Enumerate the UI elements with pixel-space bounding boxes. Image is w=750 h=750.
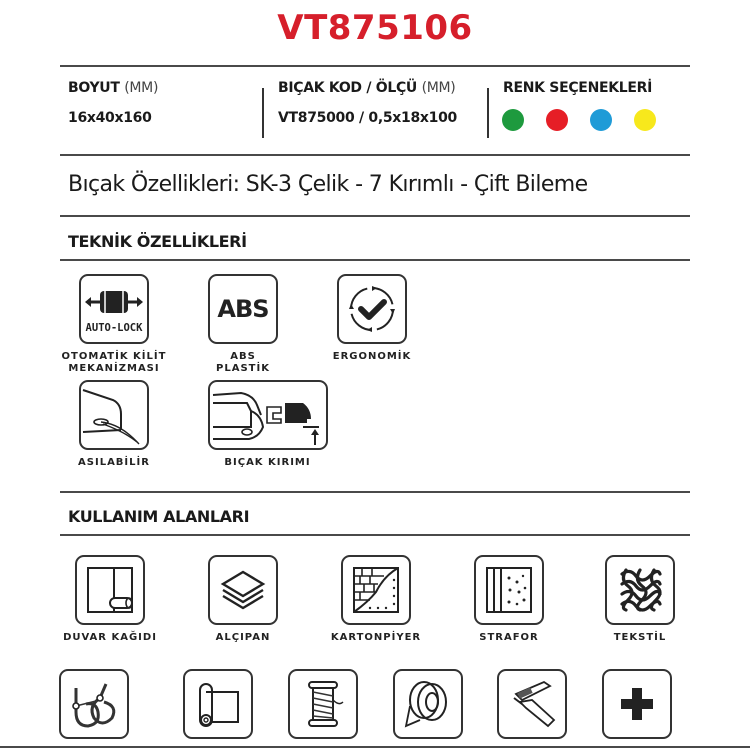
feature-label: ASILABİLİR — [78, 457, 150, 468]
cardboard-plaster-icon — [341, 555, 411, 625]
product-code-title: VT875106 — [277, 8, 473, 48]
blade-code-unit: (MM) — [421, 80, 456, 96]
size-value: 16x40x160 — [68, 110, 152, 126]
spec-separator — [262, 88, 264, 138]
usage-thread — [288, 669, 358, 739]
usage-label: ALÇIPAN — [215, 632, 271, 643]
feature-hangable — [59, 380, 169, 469]
divider — [60, 259, 690, 261]
usage-label: KARTONPİYER — [330, 632, 422, 643]
usage-drywall — [188, 555, 298, 644]
hangable-icon — [79, 380, 149, 450]
roll-icon — [183, 669, 253, 739]
usage-roll — [183, 669, 253, 739]
divider — [60, 154, 690, 156]
divider — [60, 491, 690, 493]
auto-lock-icon — [79, 274, 149, 344]
usage-styrofoam — [454, 555, 564, 644]
usage-textile — [585, 555, 695, 644]
drywall-icon — [208, 555, 278, 625]
color-swatch-green[interactable] — [502, 109, 524, 131]
feature-abs-plastic — [188, 274, 298, 375]
feature-label: BIÇAK KIRIMI — [224, 457, 311, 468]
thread-spool-icon — [288, 669, 358, 739]
usage-silicone-cutter — [497, 669, 567, 739]
usage-cardboard-plaster — [321, 555, 431, 644]
feature-label: ERGONOMİK — [332, 351, 412, 362]
divider — [60, 534, 690, 536]
usage-wallpaper — [55, 555, 165, 644]
wallpaper-icon — [75, 555, 145, 625]
usage-and-more — [602, 669, 672, 739]
usage-label: STRAFOR — [479, 632, 539, 643]
feature-label: OTOMATİK KİLİT MEKANİZMASI — [61, 351, 167, 374]
cable-tie-icon — [59, 669, 129, 739]
silicone-cutter-icon — [497, 669, 567, 739]
color-swatch-yellow[interactable] — [634, 109, 656, 131]
spec-separator — [487, 88, 489, 138]
usage-section-title: KULLANIM ALANLARI — [68, 507, 250, 526]
size-label-text: BOYUT — [68, 80, 120, 96]
divider — [60, 215, 690, 217]
plus-icon — [602, 669, 672, 739]
blade-code-value: VT875000 / 0,5x18x100 — [278, 110, 457, 126]
divider — [60, 65, 690, 67]
abs-icon: ABS — [208, 274, 278, 344]
blade-code-label-text: BIÇAK KOD / ÖLÇÜ — [278, 80, 417, 96]
ergonomic-icon — [337, 274, 407, 344]
usage-label: TEKSTİL — [613, 632, 667, 643]
color-options-label: RENK SEÇENEKLERİ — [503, 80, 653, 96]
feature-label: ABS PLASTİK — [216, 351, 270, 374]
svg-text:AUTO-LOCK: AUTO-LOCK — [85, 322, 143, 334]
textile-icon — [605, 555, 675, 625]
size-unit: (MM) — [124, 80, 159, 96]
feature-auto-lock — [59, 274, 169, 375]
color-swatch-blue[interactable] — [590, 109, 612, 131]
usage-label: DUVAR KAĞIDI — [63, 632, 157, 643]
size-label — [68, 80, 158, 96]
feature-ergonomic — [317, 274, 427, 363]
blade-code-label — [278, 80, 455, 96]
bottom-divider — [0, 746, 750, 748]
usage-tape — [393, 669, 463, 739]
styrofoam-icon — [474, 555, 544, 625]
technical-section-title: TEKNİK ÖZELLİKLERİ — [68, 232, 247, 251]
tape-icon — [393, 669, 463, 739]
color-swatch-red[interactable] — [546, 109, 568, 131]
feature-blade-break — [200, 380, 335, 469]
usage-cable-tie — [59, 669, 129, 739]
blade-features: Bıçak Özellikleri: SK-3 Çelik - 7 Kırımlı - Çift Bileme — [68, 172, 588, 197]
blade-break-icon — [208, 380, 328, 450]
